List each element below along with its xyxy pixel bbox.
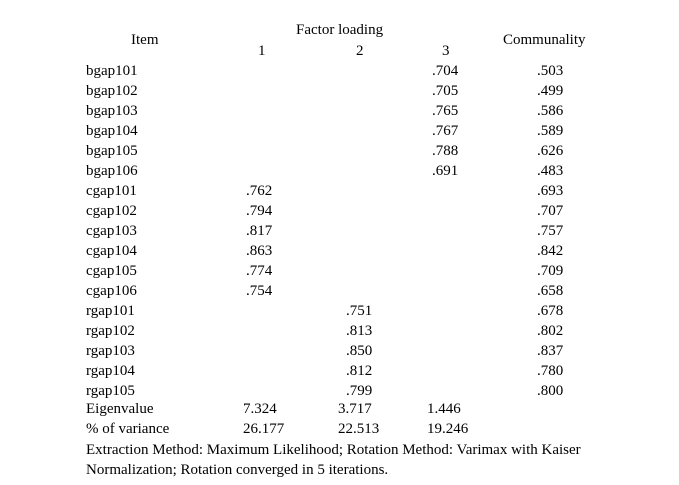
communality-value: .709: [537, 263, 564, 279]
communality-value: .693: [537, 183, 564, 199]
table-row: [0, 261, 679, 281]
table-row: [0, 321, 679, 341]
loading-factor-2: .850: [346, 343, 373, 359]
variance-factor-1: 26.177: [243, 421, 285, 437]
item-name: bgap102: [86, 83, 138, 99]
eigenvalue-factor-1: 7.324: [243, 401, 277, 417]
loading-factor-1: .754: [246, 283, 273, 299]
loading-factor-3: .704: [432, 63, 459, 79]
item-name: cgap102: [86, 203, 137, 219]
item-name: bgap103: [86, 103, 138, 119]
table-row: [0, 161, 679, 181]
item-name: rgap104: [86, 363, 135, 379]
item-name: rgap102: [86, 323, 135, 339]
header-factor-1: 1: [258, 43, 266, 59]
variance-label: % of variance: [86, 421, 170, 437]
item-name: cgap101: [86, 183, 137, 199]
loading-factor-1: .863: [246, 243, 273, 259]
table-row: [0, 361, 679, 381]
eigenvalue-label: Eigenvalue: [86, 401, 154, 417]
item-name: bgap101: [86, 63, 138, 79]
item-name: cgap104: [86, 243, 137, 259]
item-name: rgap101: [86, 303, 135, 319]
table-row: [0, 181, 679, 201]
loading-factor-3: .691: [432, 163, 459, 179]
communality-value: .757: [537, 223, 564, 239]
header-communality: Communality: [503, 32, 586, 48]
loading-factor-1: .774: [246, 263, 273, 279]
communality-value: .626: [537, 143, 564, 159]
eigenvalue-factor-3: 1.446: [427, 401, 461, 417]
communality-value: .586: [537, 103, 564, 119]
table-body: [0, 61, 679, 401]
table-row: [0, 221, 679, 241]
table-row: [0, 201, 679, 221]
communality-value: .483: [537, 163, 564, 179]
table-row: [0, 81, 679, 101]
loading-factor-1: .817: [246, 223, 273, 239]
header-factor-2: 2: [356, 43, 364, 59]
loading-factor-2: .751: [346, 303, 373, 319]
communality-value: .707: [537, 203, 564, 219]
item-name: cgap106: [86, 283, 137, 299]
variance-factor-3: 19.246: [427, 421, 469, 437]
table-row: [0, 61, 679, 81]
table-row: [0, 341, 679, 361]
loading-factor-3: .765: [432, 103, 459, 119]
table-row: [0, 241, 679, 261]
communality-value: .802: [537, 323, 564, 339]
loading-factor-1: .794: [246, 203, 273, 219]
communality-value: .658: [537, 283, 564, 299]
item-name: bgap105: [86, 143, 138, 159]
communality-value: .837: [537, 343, 564, 359]
header-factor-3: 3: [442, 43, 450, 59]
loading-factor-3: .705: [432, 83, 459, 99]
table-row: [0, 281, 679, 301]
header-factor-loading: Factor loading: [296, 22, 384, 38]
eigenvalue-factor-2: 3.717: [338, 401, 372, 417]
communality-value: .800: [537, 383, 564, 399]
table-row: [0, 141, 679, 161]
communality-value: .499: [537, 83, 564, 99]
table-row: [0, 101, 679, 121]
item-name: rgap103: [86, 343, 135, 359]
communality-value: .780: [537, 363, 564, 379]
communality-value: .842: [537, 243, 564, 259]
loading-factor-2: .812: [346, 363, 373, 379]
loading-factor-1: .762: [246, 183, 273, 199]
table-row: [0, 121, 679, 141]
table-note: Extraction Method: Maximum Likelihood; Rotation Method: Varimax with Kaiser Normalization; Rotation converged in 5 iterations.: [86, 442, 581, 478]
item-name: cgap103: [86, 223, 137, 239]
loading-factor-2: .799: [346, 383, 373, 399]
header-item: Item: [131, 32, 159, 48]
communality-value: .678: [537, 303, 564, 319]
item-name: rgap105: [86, 383, 135, 399]
loading-factor-3: .767: [432, 123, 459, 139]
item-name: cgap105: [86, 263, 137, 279]
variance-factor-2: 22.513: [338, 421, 380, 437]
communality-value: .589: [537, 123, 564, 139]
loading-factor-2: .813: [346, 323, 373, 339]
table-row: [0, 301, 679, 321]
loading-factor-3: .788: [432, 143, 459, 159]
item-name: bgap106: [86, 163, 138, 179]
variance-row: [0, 419, 679, 439]
eigenvalue-row: [0, 399, 679, 419]
item-name: bgap104: [86, 123, 138, 139]
communality-value: .503: [537, 63, 564, 79]
table-row: [0, 381, 679, 401]
